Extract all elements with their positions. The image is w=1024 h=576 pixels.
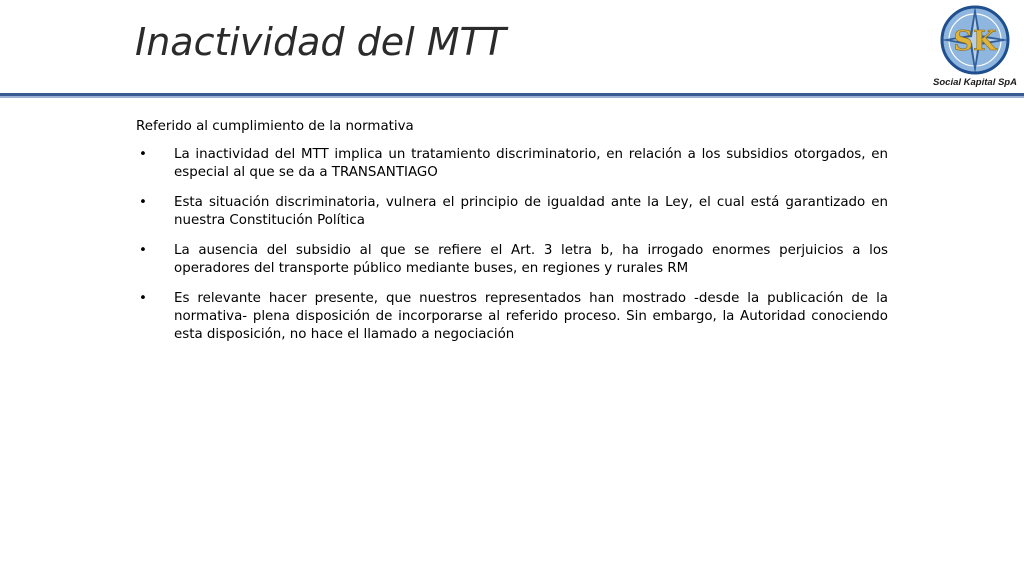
social-kapital-logo xyxy=(939,4,1011,76)
bullet-item xyxy=(136,146,888,182)
bullet-text: La ausencia del subsidio al que se refiere el Art. 3 letra b, ha irrogado enormes perjuicios a los operadores del transporte público mediante buses, en regiones y rurales RM xyxy=(174,243,888,276)
intro-text: Referido al cumplimiento de la normativa xyxy=(136,119,414,134)
title-divider-accent xyxy=(0,96,1024,98)
bullet-icon: • xyxy=(139,291,147,306)
logo-emblem-icon xyxy=(939,4,1011,76)
bullet-icon: • xyxy=(139,195,147,210)
bullet-item xyxy=(136,290,888,344)
bullet-item xyxy=(136,194,888,230)
slide-title: Inactividad del MTT xyxy=(135,20,506,64)
bullet-icon: • xyxy=(139,147,147,162)
bullet-list xyxy=(136,146,888,344)
bullet-icon: • xyxy=(139,243,147,258)
logo-caption: Social Kapital SpA xyxy=(933,77,1017,88)
bullet-text: La inactividad del MTT implica un tratamiento discriminatorio, en relación a los subsidios otorgados, en especial al que se da a TRANSANTIAGO xyxy=(174,147,888,180)
logo-monogram: SK xyxy=(953,26,997,57)
bullet-text: Es relevante hacer presente, que nuestros representados han mostrado -desde la publicación de la normativa- plena disposición de incorporarse al referido proceso. Sin embargo, la Autoridad conociendo esta disposición, no hace el llamado a negociación xyxy=(174,291,888,342)
bullet-item xyxy=(136,242,888,278)
bullet-text: Esta situación discriminatoria, vulnera el principio de igualdad ante la Ley, el cual está garantizado en nuestra Constitución Política xyxy=(174,195,888,228)
slide-body xyxy=(136,118,888,356)
